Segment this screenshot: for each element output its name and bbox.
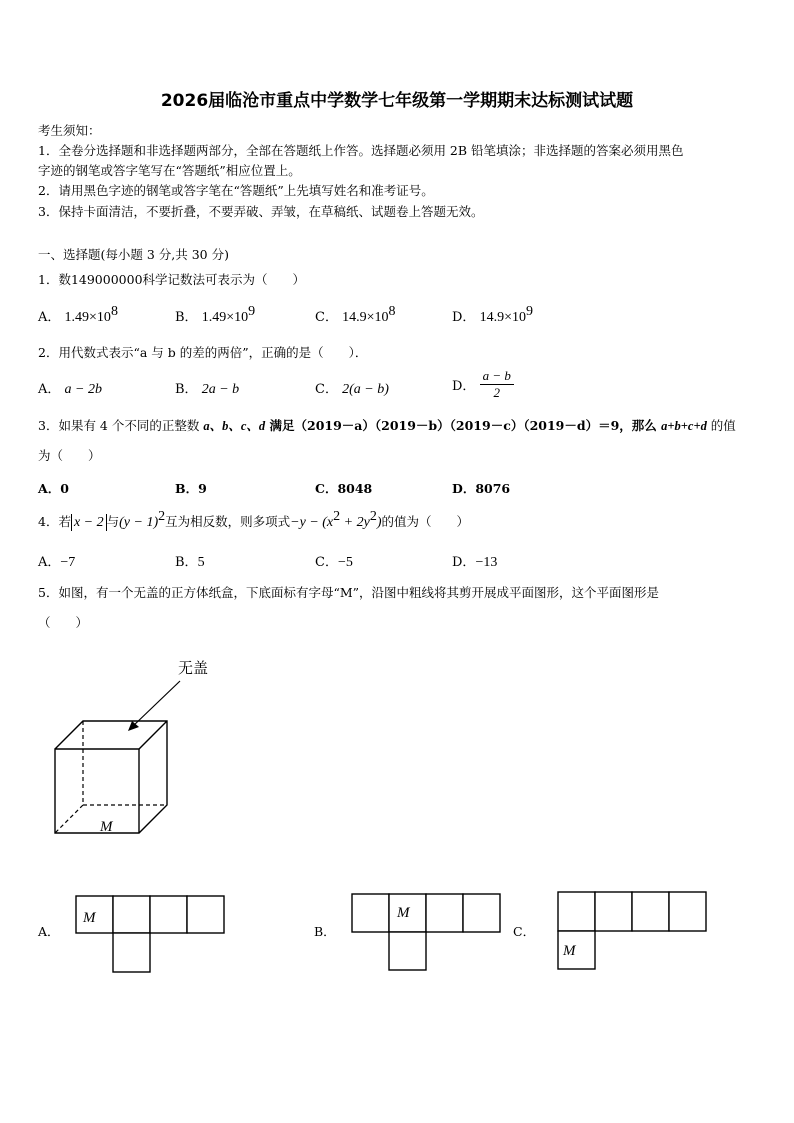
svg-text:M: M (397, 905, 410, 921)
q2-option-a: A． a − 2b (38, 382, 102, 397)
svg-text:M: M (83, 910, 96, 926)
q5-option-c-label: C． (513, 924, 536, 939)
q3-option-a: A．0 (38, 481, 69, 496)
q1-option-c: C． $14.9\times 10^8$ (315, 304, 396, 325)
q3-option-b: B．9 (175, 481, 207, 496)
question-3-stem-line2: 为（ ） (38, 448, 101, 463)
figure-caption: 无盖 (178, 659, 209, 677)
question-4-stem: 4．若 x − 2 与$(y - 1)^2$互为相反数，则多项式$-y - (x^2 + 2y^2)$的值为（ ） (38, 509, 469, 530)
q5-option-a-net (75, 895, 235, 977)
face-letter-m: M (100, 819, 113, 835)
notice-line-1b: 字迹的钢笔或答字笔写在“答题纸”相应位置上。 (38, 163, 301, 178)
section-heading: 一、选择题(每小题 3 分,共 30 分) (38, 247, 229, 262)
q1-option-d: D． $14.9\times 10^9$ (452, 304, 533, 325)
q2-option-d: D． $\frac{a - b}{2}$ (452, 368, 514, 401)
pointer-arrow (132, 681, 180, 727)
notice-line-2: 2．请用黑色字迹的钢笔或答字笔在“答题纸”上先填写姓名和准考证号。 (38, 183, 434, 198)
q1-option-b: B． $1.49\times 10^9$ (175, 304, 256, 325)
svg-text:M: M (563, 943, 576, 959)
question-3-stem: 3．如果有 4 个不同的正整数 a、b、c、d 满足（2019－a）（2019－b）（2019－c）（2019－d）＝9，那么 a+b+c+d 的值 (38, 418, 736, 433)
question-5-stem: 5．如图，有一个无盖的正方体纸盒，下底面标有字母“M”，沿图中粗线将其剪开展成平面图形，这个平面图形是 (38, 585, 660, 600)
notice-line-3: 3．保持卡面清洁，不要折叠，不要弄破、弄皱，在草稿纸、试题卷上答题无效。 (38, 204, 484, 219)
question-5-stem-line2: （ ） (38, 615, 89, 630)
q4-option-d: D．−13 (452, 555, 498, 570)
hidden-edge (55, 805, 83, 833)
q2-option-c: C． 2(a − b) (315, 382, 389, 397)
q1-option-a: A． $1.49\times 10^8$ (38, 304, 118, 325)
question-2-stem: 2．用代数式表示“a 与 b 的差的两倍”，正确的是（ ）． (38, 345, 368, 360)
q3-option-c: C．8048 (315, 481, 373, 496)
q5-option-a-label: A． (38, 924, 60, 939)
open-cube-figure (40, 675, 240, 855)
notice-heading: 考生须知： (38, 123, 101, 138)
question-1-stem: 1．数149000000科学记数法可表示为（ ） (38, 272, 306, 287)
q2-option-b: B． 2a − b (175, 382, 240, 397)
q5-option-b-label: B． (314, 924, 336, 939)
q4-option-c: C．−5 (315, 555, 353, 570)
q4-option-a: A．−7 (38, 555, 76, 570)
q3-option-d: D．8076 (452, 481, 511, 496)
q5-option-c-net (557, 891, 717, 973)
absolute-value-expression: x − 2 (71, 514, 107, 531)
notice-line-1a: 1．全卷分选择题和非选择题两部分，全部在答题纸上作答。选择题必须用 2B 铅笔填涂；非选择题的答案必须用黑色 (38, 143, 684, 158)
q5-option-b-net (351, 893, 511, 975)
page-title: 2026届临沧市重点中学数学七年级第一学期期末达标测试试题 (160, 91, 634, 111)
fraction: $\frac{a - b}{2}$ (480, 368, 514, 401)
q4-option-b: B．5 (175, 555, 205, 570)
